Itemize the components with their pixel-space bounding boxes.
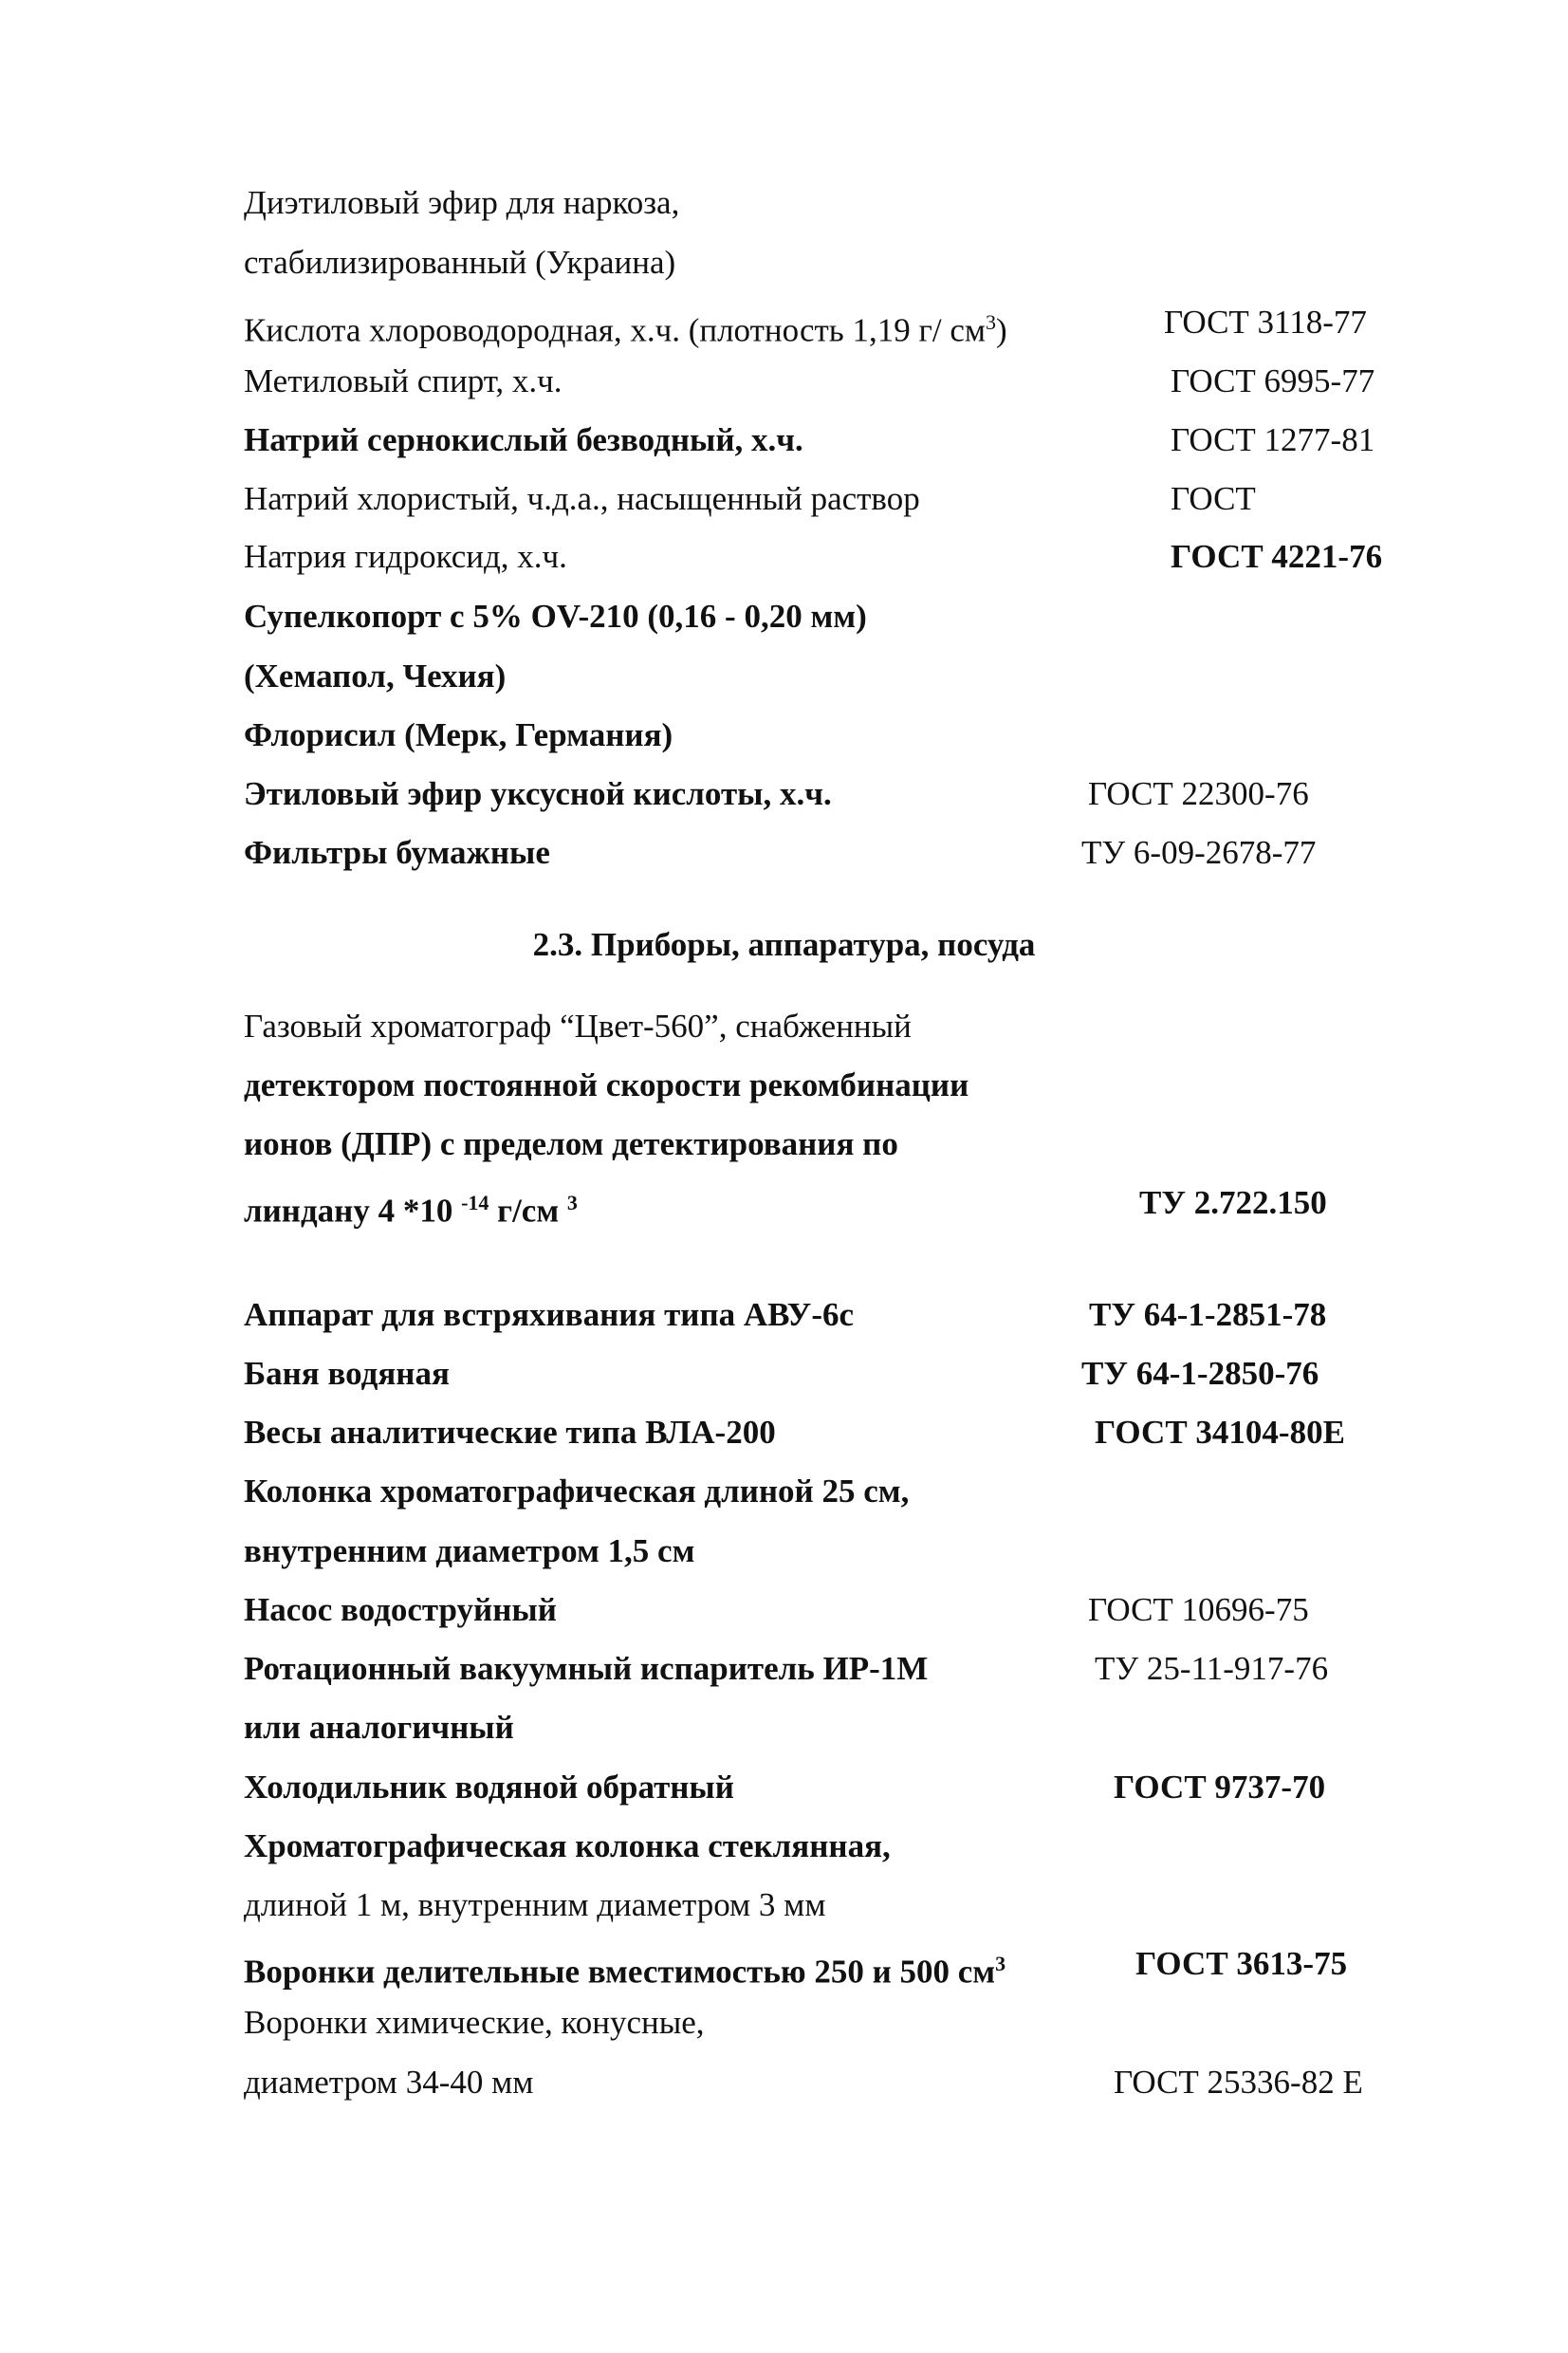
list-item bbox=[244, 1941, 1348, 1991]
item-standard: ТУ 64-1-2850-76 bbox=[1081, 1355, 1319, 1392]
item-standard: ТУ 2.722.150 bbox=[1139, 1184, 1327, 1221]
item-name-tail: ) bbox=[996, 311, 1007, 349]
list-item bbox=[244, 1063, 968, 1108]
item-standard: ГОСТ 22300-76 bbox=[1088, 775, 1309, 812]
list-item bbox=[244, 1180, 1327, 1230]
list-item bbox=[244, 654, 506, 699]
list-item bbox=[244, 1004, 912, 1049]
item-name: внутренним диаметром 1,5 см bbox=[244, 1532, 695, 1569]
item-standard: ГОСТ 9737-70 bbox=[1114, 1769, 1326, 1806]
list-item bbox=[244, 1351, 1319, 1397]
list-item bbox=[244, 1469, 909, 1514]
list-item bbox=[244, 1824, 891, 1869]
item-name-tail: г/см bbox=[489, 1192, 567, 1230]
superscript: -14 bbox=[461, 1191, 489, 1214]
list-item bbox=[244, 1587, 1309, 1633]
item-name: Газовый хроматограф “Цвет-560”, снабженный bbox=[244, 1008, 912, 1045]
list-item bbox=[244, 417, 1375, 463]
item-name: или аналогичный bbox=[244, 1709, 514, 1746]
superscript: 3 bbox=[995, 1952, 1006, 1975]
list-item bbox=[244, 1882, 825, 1928]
item-name: Этиловый эфир уксусной кислоты, х.ч. bbox=[244, 775, 832, 812]
list-item bbox=[244, 713, 673, 758]
section-heading: 2.3. Приборы, аппаратура, посуда bbox=[532, 926, 1036, 963]
item-name: Фильтры бумажные bbox=[244, 834, 550, 871]
item-name: Колонка хроматографическая длиной 25 см, bbox=[244, 1473, 910, 1510]
list-item bbox=[244, 1765, 1326, 1810]
list-item bbox=[244, 534, 1383, 580]
item-standard: ТУ 6-09-2678-77 bbox=[1081, 834, 1317, 871]
list-item bbox=[244, 2060, 1363, 2105]
list-item bbox=[244, 1292, 1327, 1338]
item-standard: ГОСТ 25336-82 Е bbox=[1114, 2064, 1363, 2101]
list-item bbox=[244, 1529, 694, 1574]
item-standard: ТУ 25-11-917-76 bbox=[1095, 1650, 1329, 1687]
item-name: Супелкопорт с 5% OV-210 (0,16 - 0,20 мм) bbox=[244, 598, 867, 635]
item-name: Кислота хлороводородная, х.ч. (плотность 1,19 г/ см bbox=[244, 311, 987, 349]
item-name: Воронки химические, конусные, bbox=[244, 2004, 705, 2041]
list-item bbox=[244, 2000, 705, 2046]
item-name: Аппарат для встряхивания типа АВУ-6с bbox=[244, 1296, 855, 1333]
item-standard: ГОСТ 3118-77 bbox=[1164, 304, 1367, 341]
item-name: длиной 1 м, внутренним диаметром 3 мм bbox=[244, 1886, 826, 1923]
item-name: Хроматографическая колонка стеклянная, bbox=[244, 1827, 891, 1864]
list-item bbox=[244, 594, 867, 639]
list-item bbox=[244, 1646, 1329, 1692]
item-name: Флорисил (Мерк, Германия) bbox=[244, 716, 673, 753]
item-name: (Хемапол, Чехия) bbox=[244, 658, 507, 695]
item-name: Холодильник водяной обратный bbox=[244, 1769, 734, 1806]
item-name: Натрия гидроксид, х.ч. bbox=[244, 538, 567, 575]
list-item bbox=[244, 476, 1256, 522]
item-name: Весы аналитические типа ВЛА-200 bbox=[244, 1414, 776, 1451]
item-name: Баня водяная bbox=[244, 1355, 450, 1392]
list-item bbox=[244, 359, 1375, 404]
list-item bbox=[244, 180, 679, 226]
item-name: Воронки делительные вместимостью 250 и 500 см bbox=[244, 1953, 996, 1991]
item-standard: ТУ 64-1-2851-78 bbox=[1089, 1296, 1327, 1333]
list-item bbox=[244, 830, 1317, 876]
superscript: 3 bbox=[986, 310, 997, 334]
list-item bbox=[244, 1705, 514, 1751]
item-name: Натрий хлористый, ч.д.а., насыщенный раствор bbox=[244, 480, 920, 517]
list-item bbox=[244, 771, 1309, 817]
item-name: ионов (ДПР) с пределом детектирования по bbox=[244, 1125, 898, 1162]
item-name: диаметром 34-40 мм bbox=[244, 2064, 534, 2101]
list-item bbox=[244, 300, 1367, 349]
item-name: Диэтиловый эфир для наркоза, bbox=[244, 184, 680, 221]
item-standard: ГОСТ 6995-77 bbox=[1171, 362, 1375, 399]
item-standard: ГОСТ bbox=[1171, 480, 1256, 517]
item-name: детектором постоянной скорости рекомбинации bbox=[244, 1066, 969, 1103]
superscript: 3 bbox=[566, 1191, 578, 1214]
item-standard: ГОСТ 4221-76 bbox=[1171, 538, 1383, 575]
list-item bbox=[244, 1121, 898, 1167]
list-item bbox=[244, 240, 675, 286]
item-name: Насос водоструйный bbox=[244, 1591, 557, 1628]
item-name: Метиловый спирт, х.ч. bbox=[244, 362, 563, 399]
list-item bbox=[244, 1410, 1345, 1455]
item-name: стабилизированный (Украина) bbox=[244, 244, 676, 281]
item-standard: ГОСТ 3613-75 bbox=[1135, 1945, 1348, 1982]
item-standard: ГОСТ 34104-80Е bbox=[1095, 1414, 1345, 1451]
item-standard: ГОСТ 10696-75 bbox=[1088, 1591, 1309, 1628]
item-standard: ГОСТ 1277-81 bbox=[1171, 421, 1375, 458]
item-name: Ротационный вакуумный испаритель ИР-1М bbox=[244, 1650, 929, 1687]
item-name: Натрий сернокислый безводный, х.ч. bbox=[244, 421, 803, 458]
item-name: линдану 4 *10 bbox=[244, 1192, 462, 1230]
